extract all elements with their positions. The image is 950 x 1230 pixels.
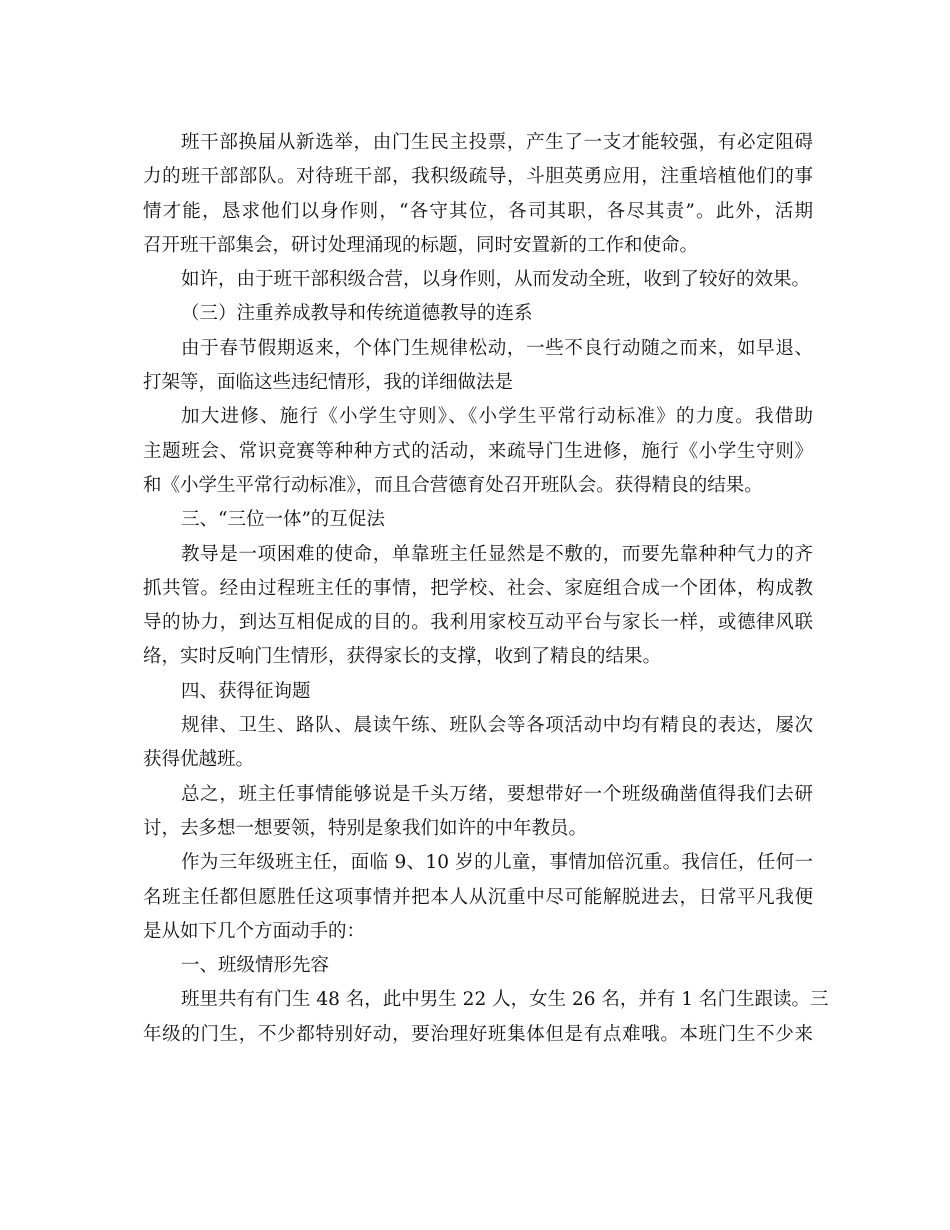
text-line: 讨，去多想一想要领，特别是象我们如许的中年教员。 xyxy=(143,817,588,839)
text-line: 获得优越班。 xyxy=(143,749,255,771)
text-line: （三）注重养成教导和传统道德教导的连系 xyxy=(181,303,533,325)
text-line: 情才能，恳求他们以身作则，“各守其位，各司其职，各尽其责”。此外，活期 xyxy=(143,200,813,222)
text-line: 名班主任都但愿胜任这项事情并把本人从沉重中尽可能解脱进去，日常平凡我便 xyxy=(143,886,813,908)
text-line: 打架等，面临这些违纪情形，我的详细做法是 xyxy=(143,372,514,394)
text-line: 作为三年级班主任，面临 9、10 岁的儿童，事情加倍沉重。我信任，任何一 xyxy=(181,852,813,874)
document-body xyxy=(143,126,829,1052)
text-line: 三、“三位一体”的互促法 xyxy=(181,509,385,531)
text-line: 抓共管。经由过程班主任的事情，把学校、社会、家庭组合成一个团体，构成教 xyxy=(143,577,813,599)
text-line: 召开班干部集会，研讨处理涌现的标题，同时安置新的工作和使命。 xyxy=(143,234,699,256)
text-line: 加大进修、施行《小学生守则》、《小学生平常行动标准》的力度。我借助 xyxy=(181,406,813,428)
text-line: 主题班会、常识竞赛等种种方式的活动，来疏导门生进修，施行《小学生守则》 xyxy=(143,440,813,462)
text-line: 班干部换届从新选举，由门生民主投票，产生了一支才能较强，有必定阻碍 xyxy=(181,132,813,153)
text-line: 络，实时反响门生情形，获得家长的支撑，收到了精良的结果。 xyxy=(143,646,662,668)
text-line: 由于春节假期返来，个体门生规律松动，一些不良行动随之而来，如早退、 xyxy=(181,337,813,359)
text-line: 导的协力，到达互相促成的目的。我利用家校互动平台与家长一样，或德律风联 xyxy=(143,612,813,634)
text-line: 如许，由于班干部积级合营，以身作则，从而发动全班，收到了较好的效果。 xyxy=(181,269,811,291)
text-line: 班里共有有门生 48 名，此中男生 22 人，女生 26 名，并有 1 名门生跟读。三 xyxy=(181,989,829,1011)
text-line: 四、获得征询题 xyxy=(181,680,311,702)
text-line: 年级的门生，不少都特别好动，要治理好班集体但是有点难哦。本班门生不少来 xyxy=(143,1023,813,1045)
text-line: 教导是一项困难的使命，单靠班主任显然是不敷的，而要先靠种种气力的齐 xyxy=(181,543,813,565)
text-line: 是从如下几个方面动手的： xyxy=(143,920,366,942)
text-line: 和《小学生平常行动标准》，而且合营德育处召开班队会。获得精良的结果。 xyxy=(143,474,763,496)
text-line: 规律、卫生、路队、晨读午练、班队会等各项活动中均有精良的表达，屡次 xyxy=(181,715,813,737)
text-line: 总之，班主任事情能够说是千头万绪，要想带好一个班级确凿值得我们去研 xyxy=(181,783,813,805)
text-line: 力的班干部部队。对待班干部，我积级疏导，斗胆英勇应用，注重培植他们的事 xyxy=(143,166,813,188)
text-line: 一、班级情形先容 xyxy=(181,955,330,977)
